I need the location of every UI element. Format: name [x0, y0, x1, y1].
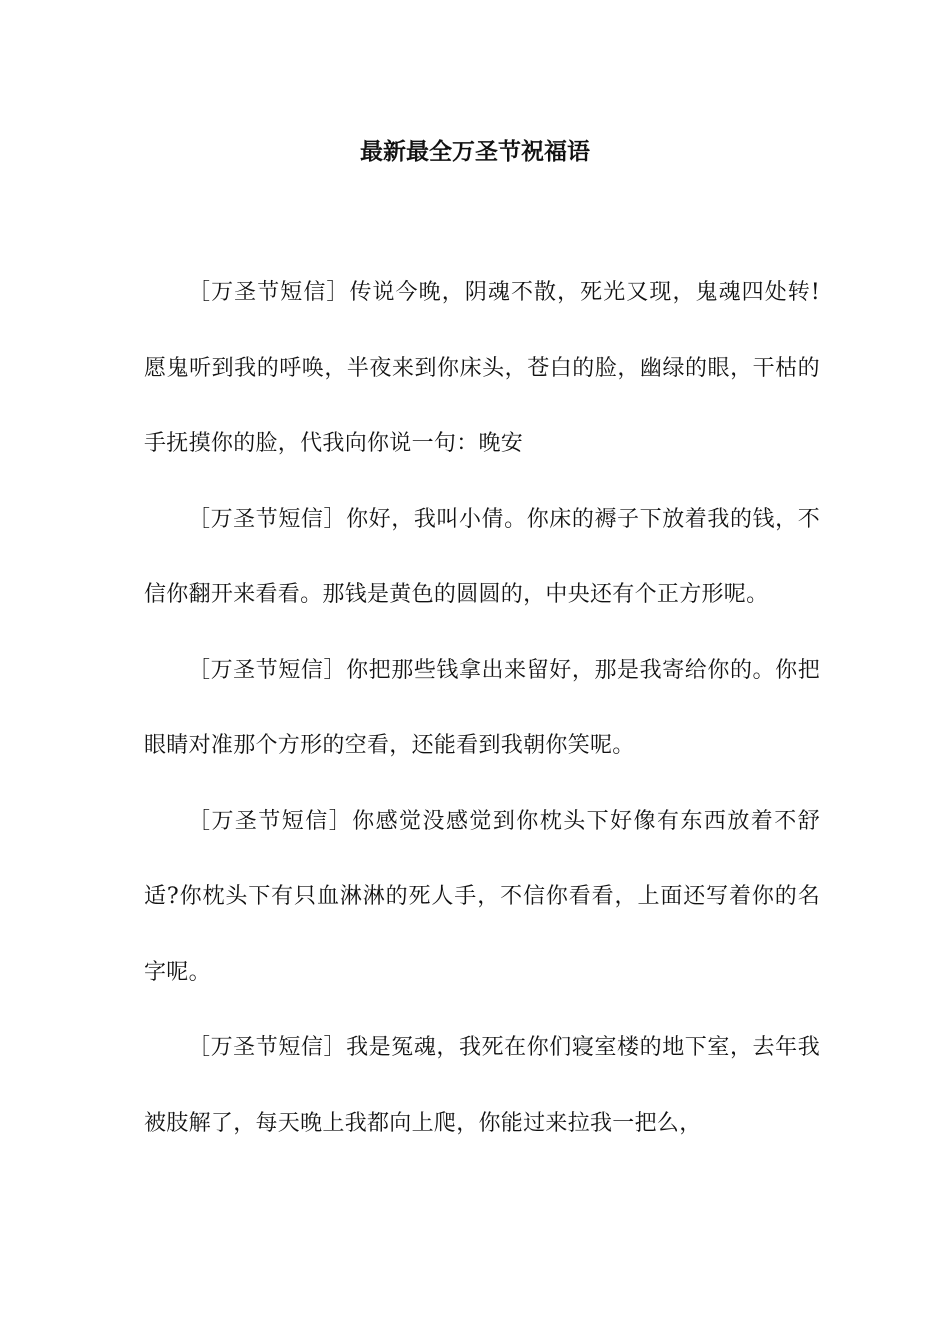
paragraph-4: ［万圣节短信］你感觉没感觉到你枕头下好像有东西放着不舒适?你枕头下有只血淋淋的死人手，不信你看看，上面还写着你的名字呢。	[144, 808, 820, 985]
document-title: 最新最全万圣节祝福语	[360, 138, 590, 165]
paragraph-5: ［万圣节短信］我是冤魂，我死在你们寝室楼的地下室，去年我被肢解了，每天晚上我都向上爬，你能过来拉我一把么，	[144, 1035, 820, 1136]
paragraph-2: ［万圣节短信］你好，我叫小倩。你床的褥子下放着我的钱，不信你翻开来看看。那钱是黄色的圆圆的，中央还有个正方形呢。	[144, 506, 820, 607]
paragraph-1: ［万圣节短信］传说今晚，阴魂不散，死光又现，鬼魂四处转!愿鬼听到我的呼唤，半夜来到你床头，苍白的脸，幽绿的眼，干枯的手抚摸你的脸，代我向你说一句：晚安	[144, 280, 820, 456]
paragraph-3: ［万圣节短信］你把那些钱拿出来留好，那是我寄给你的。你把眼睛对准那个方形的空看，还能看到我朝你笑呢。	[144, 657, 820, 758]
document-body	[144, 255, 820, 1161]
